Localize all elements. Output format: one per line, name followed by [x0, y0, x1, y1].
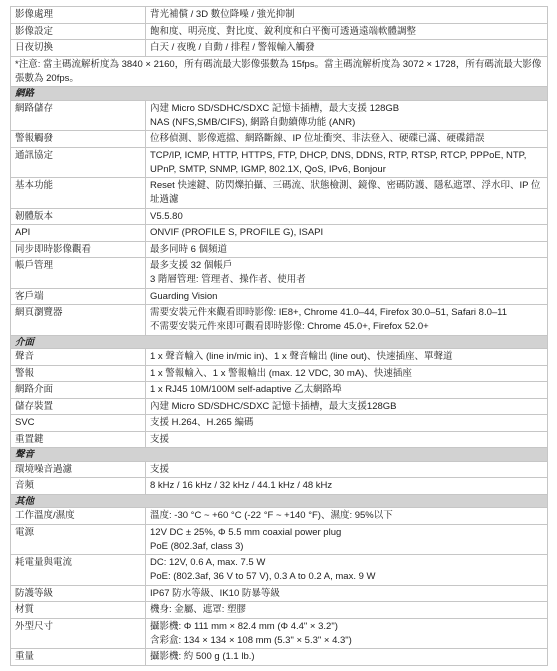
value-dimensions — [146, 618, 548, 649]
value-power-consumption — [146, 555, 548, 586]
label-dimensions: 外型尺寸 — [11, 618, 146, 649]
row-weight — [11, 649, 548, 666]
section-title-general: 其他 — [11, 494, 548, 508]
label-environment-noise-filtering: 環境噪音過濾 — [11, 461, 146, 478]
row-on-board-storage — [11, 398, 548, 415]
section-interface — [11, 335, 548, 349]
value-line: 不需要安裝元件來即可觀看即時影像: Chrome 45.0+, Firefox 52.0+ — [150, 321, 429, 332]
value-user-account — [146, 258, 548, 289]
value-day-night-switch: 白天 / 夜晚 / 自動 / 排程 / 警報輸入觸發 — [146, 40, 548, 57]
label-client: 客戶端 — [11, 288, 146, 305]
label-weight: 重量 — [11, 649, 146, 666]
label-network-interface: 網路介面 — [11, 382, 146, 399]
section-title-audio: 聲音 — [11, 448, 548, 462]
label-firmware-version: 韌體版本 — [11, 208, 146, 225]
label-image-processing: 影像處理 — [11, 7, 146, 24]
label-api: API — [11, 225, 146, 242]
value-line: 攝影機: Φ 111 mm × 82.4 mm (Φ 4.4" × 3.2") — [150, 620, 338, 632]
value-firmware-version: V5.5.80 — [146, 208, 548, 225]
value-image-settings: 飽和度、明亮度、對比度、銳利度和白平衡可透過遠端軟體調整 — [146, 23, 548, 40]
value-network-interface: 1 x RJ45 10M/100M self-adaptive 乙太網路埠 — [146, 382, 548, 399]
label-protocols: 通訊協定 — [11, 147, 146, 178]
row-alarm-trigger — [11, 131, 548, 148]
value-line: 含彩盒: 134 × 134 × 108 mm (5.3" × 5.3" × 4.3") — [150, 634, 352, 646]
row-environment-noise-filtering — [11, 461, 548, 478]
row-firmware-version — [11, 208, 548, 225]
label-reset-button: 重置鍵 — [11, 431, 146, 448]
row-web-browser — [11, 305, 548, 336]
row-svc — [11, 415, 548, 432]
value-line: 內建 Micro SD/SDHC/SDXC 記憶卡插槽，最大支援 128GB — [150, 102, 400, 114]
label-general-functions: 基本功能 — [11, 178, 146, 209]
row-user-account — [11, 258, 548, 289]
value-working-temperature-humidity: 溫度: -30 °C ~ +60 °C (-22 °F ~ +140 °F)、濕度: 95%以下 — [146, 508, 548, 525]
value-reset-button: 支援 — [146, 431, 548, 448]
row-image-settings — [11, 23, 548, 40]
row-image-note — [11, 56, 548, 87]
spec-table — [10, 6, 548, 666]
row-image-processing — [11, 7, 548, 24]
value-network-storage — [146, 100, 548, 131]
row-dimensions — [11, 618, 548, 649]
value-line: 3 階層管理: 管理者、操作者、使用者 — [150, 274, 306, 285]
value-line: 最多支援 32 個帳戶 — [150, 260, 233, 271]
value-simultaneous-live-view: 最多同時 6 個頻道 — [146, 241, 548, 258]
image-note: *注意: 當主碼流解析度為 3840 × 2160，所有碼流最大影像張數為 15fps。當主碼流解析度為 3072 × 1728，所有碼流最大影像張數為 20fps。 — [11, 56, 548, 87]
row-network-storage — [11, 100, 548, 131]
value-line: PoE: (802.3af, 36 V to 57 V), 0.3 A to 0.2 A, max. 9 W — [150, 571, 376, 582]
label-image-settings: 影像設定 — [11, 23, 146, 40]
value-api: ONVIF (PROFILE S, PROFILE G), ISAPI — [146, 225, 548, 242]
value-general-functions: Reset 快速鍵、防閃爍拍攝、三碼流、狀態檢測、鏡像、密碼防護、隱私遮罩、浮水印、IP 位址過濾 — [146, 178, 548, 209]
label-power-consumption: 耗電量與電流 — [11, 555, 146, 586]
value-line: 需要安裝元件來觀看即時影像: IE8+, Chrome 41.0–44, Firefox 30.0–51, Safari 8.0–11 — [150, 307, 508, 318]
value-web-browser — [146, 305, 548, 336]
row-interface-alarm — [11, 365, 548, 382]
row-api — [11, 225, 548, 242]
label-audio-sampling-rate: 音頻 — [11, 478, 146, 495]
label-protection: 防護等級 — [11, 585, 146, 602]
section-network — [11, 87, 548, 101]
value-power-supply — [146, 524, 548, 555]
section-title-network: 網路 — [11, 87, 548, 101]
row-power-supply — [11, 524, 548, 555]
value-line: 12V DC ± 25%, Φ 5.5 mm coaxial power plug — [150, 526, 342, 538]
value-interface-audio: 1 x 聲音輸入 (line in/mic in)、1 x 聲音輸出 (line out)、快速插座、單聲道 — [146, 349, 548, 366]
label-alarm-trigger: 警報觸發 — [11, 131, 146, 148]
label-simultaneous-live-view: 同步即時影像觀看 — [11, 241, 146, 258]
label-web-browser: 網頁瀏覽器 — [11, 305, 146, 336]
row-material — [11, 602, 548, 619]
label-interface-alarm: 警報 — [11, 365, 146, 382]
row-audio-sampling-rate — [11, 478, 548, 495]
value-environment-noise-filtering: 支援 — [146, 461, 548, 478]
value-interface-alarm: 1 x 警報輸入、1 x 警報輸出 (max. 12 VDC, 30 mA)、快速插座 — [146, 365, 548, 382]
row-client — [11, 288, 548, 305]
label-user-account: 帳戶管理 — [11, 258, 146, 289]
row-protection — [11, 585, 548, 602]
value-material: 機身: 金屬、遮罩: 塑膠 — [146, 602, 548, 619]
row-network-interface — [11, 382, 548, 399]
value-alarm-trigger: 位移偵測、影像遮擋、網路斷線、IP 位址衝突、非法登入、硬碟已滿、硬碟錯誤 — [146, 131, 548, 148]
section-general — [11, 494, 548, 508]
section-title-interface: 介面 — [11, 335, 548, 349]
label-power-supply: 電源 — [11, 524, 146, 555]
value-audio-sampling-rate: 8 kHz / 16 kHz / 32 kHz / 44.1 kHz / 48 kHz — [146, 478, 548, 495]
value-client: Guarding Vision — [146, 288, 548, 305]
row-simultaneous-live-view — [11, 241, 548, 258]
row-day-night-switch — [11, 40, 548, 57]
value-protocols: TCP/IP, ICMP, HTTP, HTTPS, FTP, DHCP, DNS, DDNS, RTP, RTSP, RTCP, PPPoE, NTP, UPnP, SMTP, SNMP, IGMP, 802.1X, QoS, IPv6, Bonjour — [146, 147, 548, 178]
row-protocols — [11, 147, 548, 178]
value-image-processing: 背光補償 / 3D 數位降噪 / 強光抑制 — [146, 7, 548, 24]
value-on-board-storage: 內建 Micro SD/SDHC/SDXC 記憶卡插槽，最大支援128GB — [146, 398, 548, 415]
row-power-consumption — [11, 555, 548, 586]
label-material: 材質 — [11, 602, 146, 619]
section-audio — [11, 448, 548, 462]
value-weight: 攝影機: 約 500 g (1.1 lb.) — [146, 649, 548, 666]
label-svc: SVC — [11, 415, 146, 432]
row-reset-button — [11, 431, 548, 448]
label-working-temperature-humidity: 工作溫度/濕度 — [11, 508, 146, 525]
value-svc: 支援 H.264、H.265 編碼 — [146, 415, 548, 432]
row-interface-audio — [11, 349, 548, 366]
value-line: NAS (NFS,SMB/CIFS), 網路自動續傳功能 (ANR) — [150, 116, 356, 128]
row-general-functions — [11, 178, 548, 209]
label-interface-audio: 聲音 — [11, 349, 146, 366]
label-network-storage: 網路儲存 — [11, 100, 146, 131]
label-on-board-storage: 儲存裝置 — [11, 398, 146, 415]
value-line: DC: 12V, 0.6 A, max. 7.5 W — [150, 557, 266, 568]
row-working-temperature-humidity — [11, 508, 548, 525]
label-day-night-switch: 日夜切換 — [11, 40, 146, 57]
value-protection: IP67 防水等級、IK10 防暴等級 — [146, 585, 548, 602]
value-line: PoE (802.3af, class 3) — [150, 540, 244, 552]
